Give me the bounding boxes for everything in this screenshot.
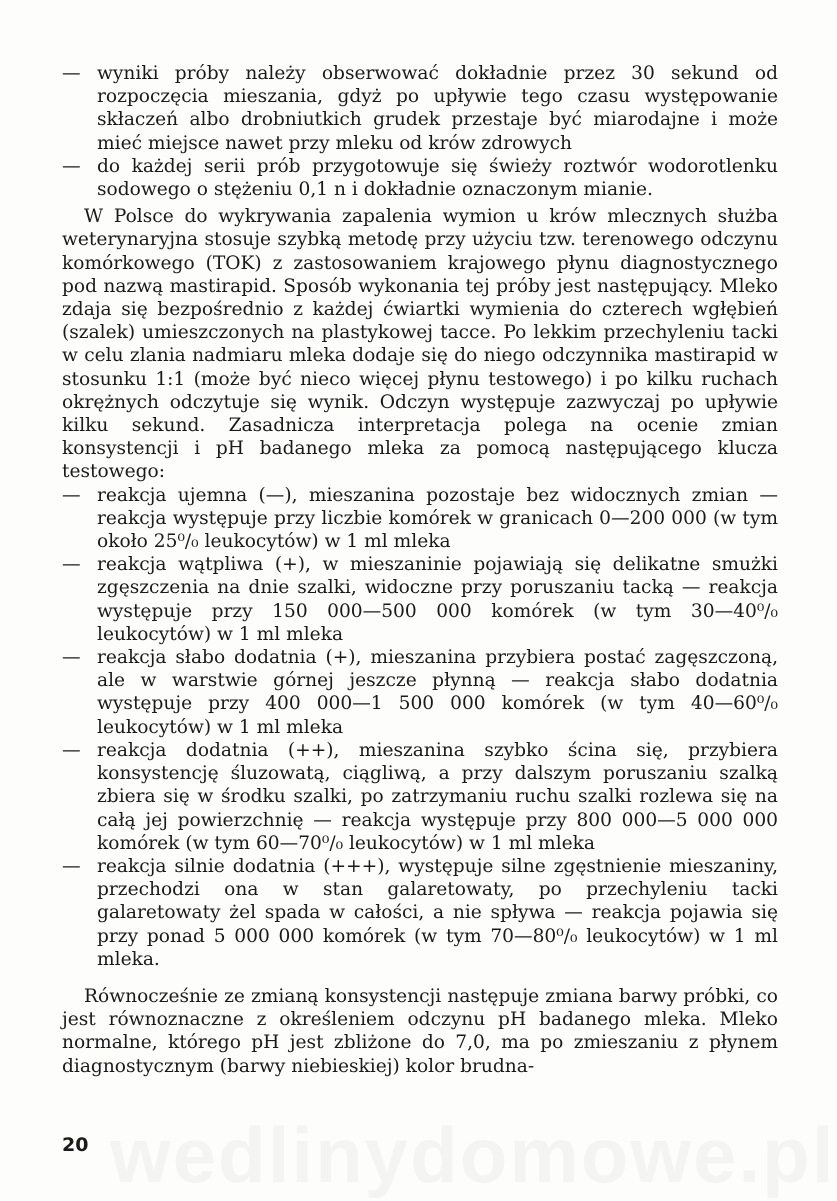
bullet-dash: —	[62, 484, 81, 506]
bullet-dash: —	[62, 855, 81, 877]
bullet-observe-results	[62, 62, 778, 155]
bullet-dash: —	[62, 739, 81, 761]
bullet-reaction-doubtful	[62, 553, 778, 646]
page-body	[62, 62, 778, 1078]
paragraph-tok-method: W Polsce do wykrywania zapalenia wymion u krów mlecznych służba weterynaryjna stosuje szybką metodę przy użyciu tzw. terenowego odczynu komórkowego (TOK) z zastosowaniem krajowego płynu diagnostycznego pod nazwą mastirapid. Sposób wykonania tej próby jest następujący. Mleko zdaja się bezpośrednio z każdej ćwiartki wymienia do czterech wgłębień (szalek) umieszczonych na plastykowej tacce. Po lekkim przechyleniu tacki w celu zlania nadmiaru mleka dodaje się do niego odczynnika mastirapid w stosunku 1:1 (może być nieco więcej płynu testowego) i po kilku ruchach okrężnych odczytuje się wynik. Odczyn występuje zazwyczaj po upływie kilku sekund. Zasadnicza interpretacja polega na ocenie zmian konsystencji i pH badanego mleka za pomocą następującego klucza testowego:	[62, 206, 778, 483]
bullet-fresh-solution	[62, 155, 778, 201]
bullet-reaction-positive	[62, 739, 778, 855]
page-number: 20	[62, 1134, 89, 1156]
bullet-reaction-strong-positive	[62, 855, 778, 971]
bullet-text: wyniki próby należy obserwować dokładnie przez 30 sekund od rozpoczęcia mieszania, gdyż po upływie tego czasu występowanie skłaczeń albo drobniutkich grudek przestaje być miarodajne i może mieć miejsce nawet przy mleku od krów zdrowych	[97, 63, 778, 154]
bullet-reaction-negative	[62, 484, 778, 554]
bullet-text: reakcja wątpliwa (+), w mieszaninie pojawiają się delikatne smużki zgęszczenia na dnie szalki, widoczne przy poruszaniu tacką — reakcja występuje przy 150 000—500 000 komórek (w tym 30—40⁰/₀ leukocytów) w 1 ml mleka	[97, 554, 778, 645]
watermark: wedlinydomowe.pl	[110, 1111, 836, 1199]
bullet-dash: —	[62, 554, 81, 576]
bullet-text: reakcja dodatnia (++), mieszanina szybko ścina się, przybiera konsystencję śluzowatą, ciągliwą, a przy dalszym poruszaniu szalką zbiera się w środku szalki, po zatrzymaniu ruchu szalki rozlewa się na całą jej powierzchnię — reakcja występuje przy 800 000—5 000 000 komórek (w tym 60—70⁰/₀ leukocytów) w 1 ml mleka	[97, 739, 778, 854]
paragraph-color-change: Równocześnie ze zmianą konsystencji następuje zmiana barwy próbki, co jest równoznaczne z określeniem odczynu pH badanego mleka. Mleko normalne, którego pH jest zbliżone do 7,0, ma po zmieszaniu z płynem diagnostycznym (barwy niebieskiej) kolor brudna-	[62, 985, 778, 1077]
bullet-text: reakcja silnie dodatnia (+++), występuje silne zgęstnienie mieszaniny, przechodzi ona w stan galaretowaty, po przechyleniu tacki galaretowaty żel spada w całości, a nie spływa — reakcja pojawia się przy ponad 5 000 000 komórek (w tym 70—80⁰/₀ leukocytów) w 1 ml mleka.	[97, 855, 778, 970]
bullet-dash: —	[62, 155, 81, 177]
bullet-dash: —	[62, 63, 81, 84]
bullet-text: reakcja słabo dodatnia (+), mieszanina przybiera postać zagęszczoną, ale w warstwie górnej jeszcze płynną — reakcja słabo dodatnia występuje przy 400 000—1 500 000 komórek (w tym 40—60⁰/₀ leukocytów) w 1 ml mleka	[97, 647, 778, 738]
bullet-text: do każdej serii prób przygotowuje się świeży roztwór wodorotlenku sodowego o stężeniu 0,1 n i dokładnie oznaczonym mianie.	[97, 155, 778, 201]
bullet-dash: —	[62, 647, 81, 669]
bullet-reaction-weak-positive	[62, 646, 778, 739]
bullet-text: reakcja ujemna (—), mieszanina pozostaje bez widocznych zmian — reakcja występuje przy liczbie komórek w granicach 0—200 000 (w tym około 25⁰/₀ leukocytów) w 1 ml mleka	[97, 484, 778, 553]
